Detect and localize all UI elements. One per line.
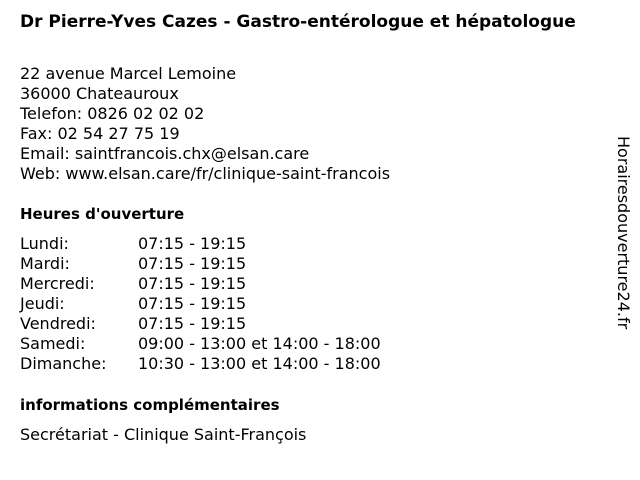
hours-row-monday: [20, 234, 381, 254]
street-address: 22 avenue Marcel Lemoine: [20, 64, 237, 83]
contact-block: [20, 64, 390, 184]
day-hours: 07:15 - 19:15: [138, 294, 247, 313]
hours-row-saturday: [20, 334, 381, 354]
hours-row-friday: [20, 314, 381, 334]
day-hours: 07:15 - 19:15: [138, 274, 247, 293]
site-watermark: Horairesdouverture24.fr: [614, 136, 633, 330]
day-label: Mardi:: [20, 254, 70, 273]
day-label: Samedi:: [20, 334, 86, 353]
website-address: Web: www.elsan.care/fr/clinique-saint-francois: [20, 164, 391, 183]
opening-hours-heading: Heures d'ouverture: [20, 205, 185, 223]
day-label: Jeudi:: [20, 294, 65, 313]
day-label: Mercredi:: [20, 274, 95, 293]
fax-number: Fax: 02 54 27 75 19: [20, 124, 180, 143]
day-hours: 09:00 - 13:00 et 14:00 - 18:00: [138, 334, 381, 353]
hours-row-thursday: [20, 294, 381, 314]
opening-hours-table: [20, 234, 381, 374]
additional-info-heading: informations complémentaires: [20, 396, 280, 414]
day-hours: 07:15 - 19:15: [138, 254, 247, 273]
day-label: Dimanche:: [20, 354, 107, 373]
city-address: 36000 Chateauroux: [20, 84, 179, 103]
hours-row-sunday: [20, 354, 381, 374]
hours-row-wednesday: [20, 274, 381, 294]
page-title: Dr Pierre-Yves Cazes - Gastro-entérologue et hépatologue: [20, 12, 576, 32]
additional-info-text: Secrétariat - Clinique Saint-François: [20, 425, 307, 444]
day-label: Lundi:: [20, 234, 69, 253]
day-label: Vendredi:: [20, 314, 96, 333]
phone-number: Telefon: 0826 02 02 02: [20, 104, 205, 123]
day-hours: 07:15 - 19:15: [138, 234, 247, 253]
hours-row-tuesday: [20, 254, 381, 274]
day-hours: 10:30 - 13:00 et 14:00 - 18:00: [138, 354, 381, 373]
email-address: Email: saintfrancois.chx@elsan.care: [20, 144, 310, 163]
day-hours: 07:15 - 19:15: [138, 314, 247, 333]
